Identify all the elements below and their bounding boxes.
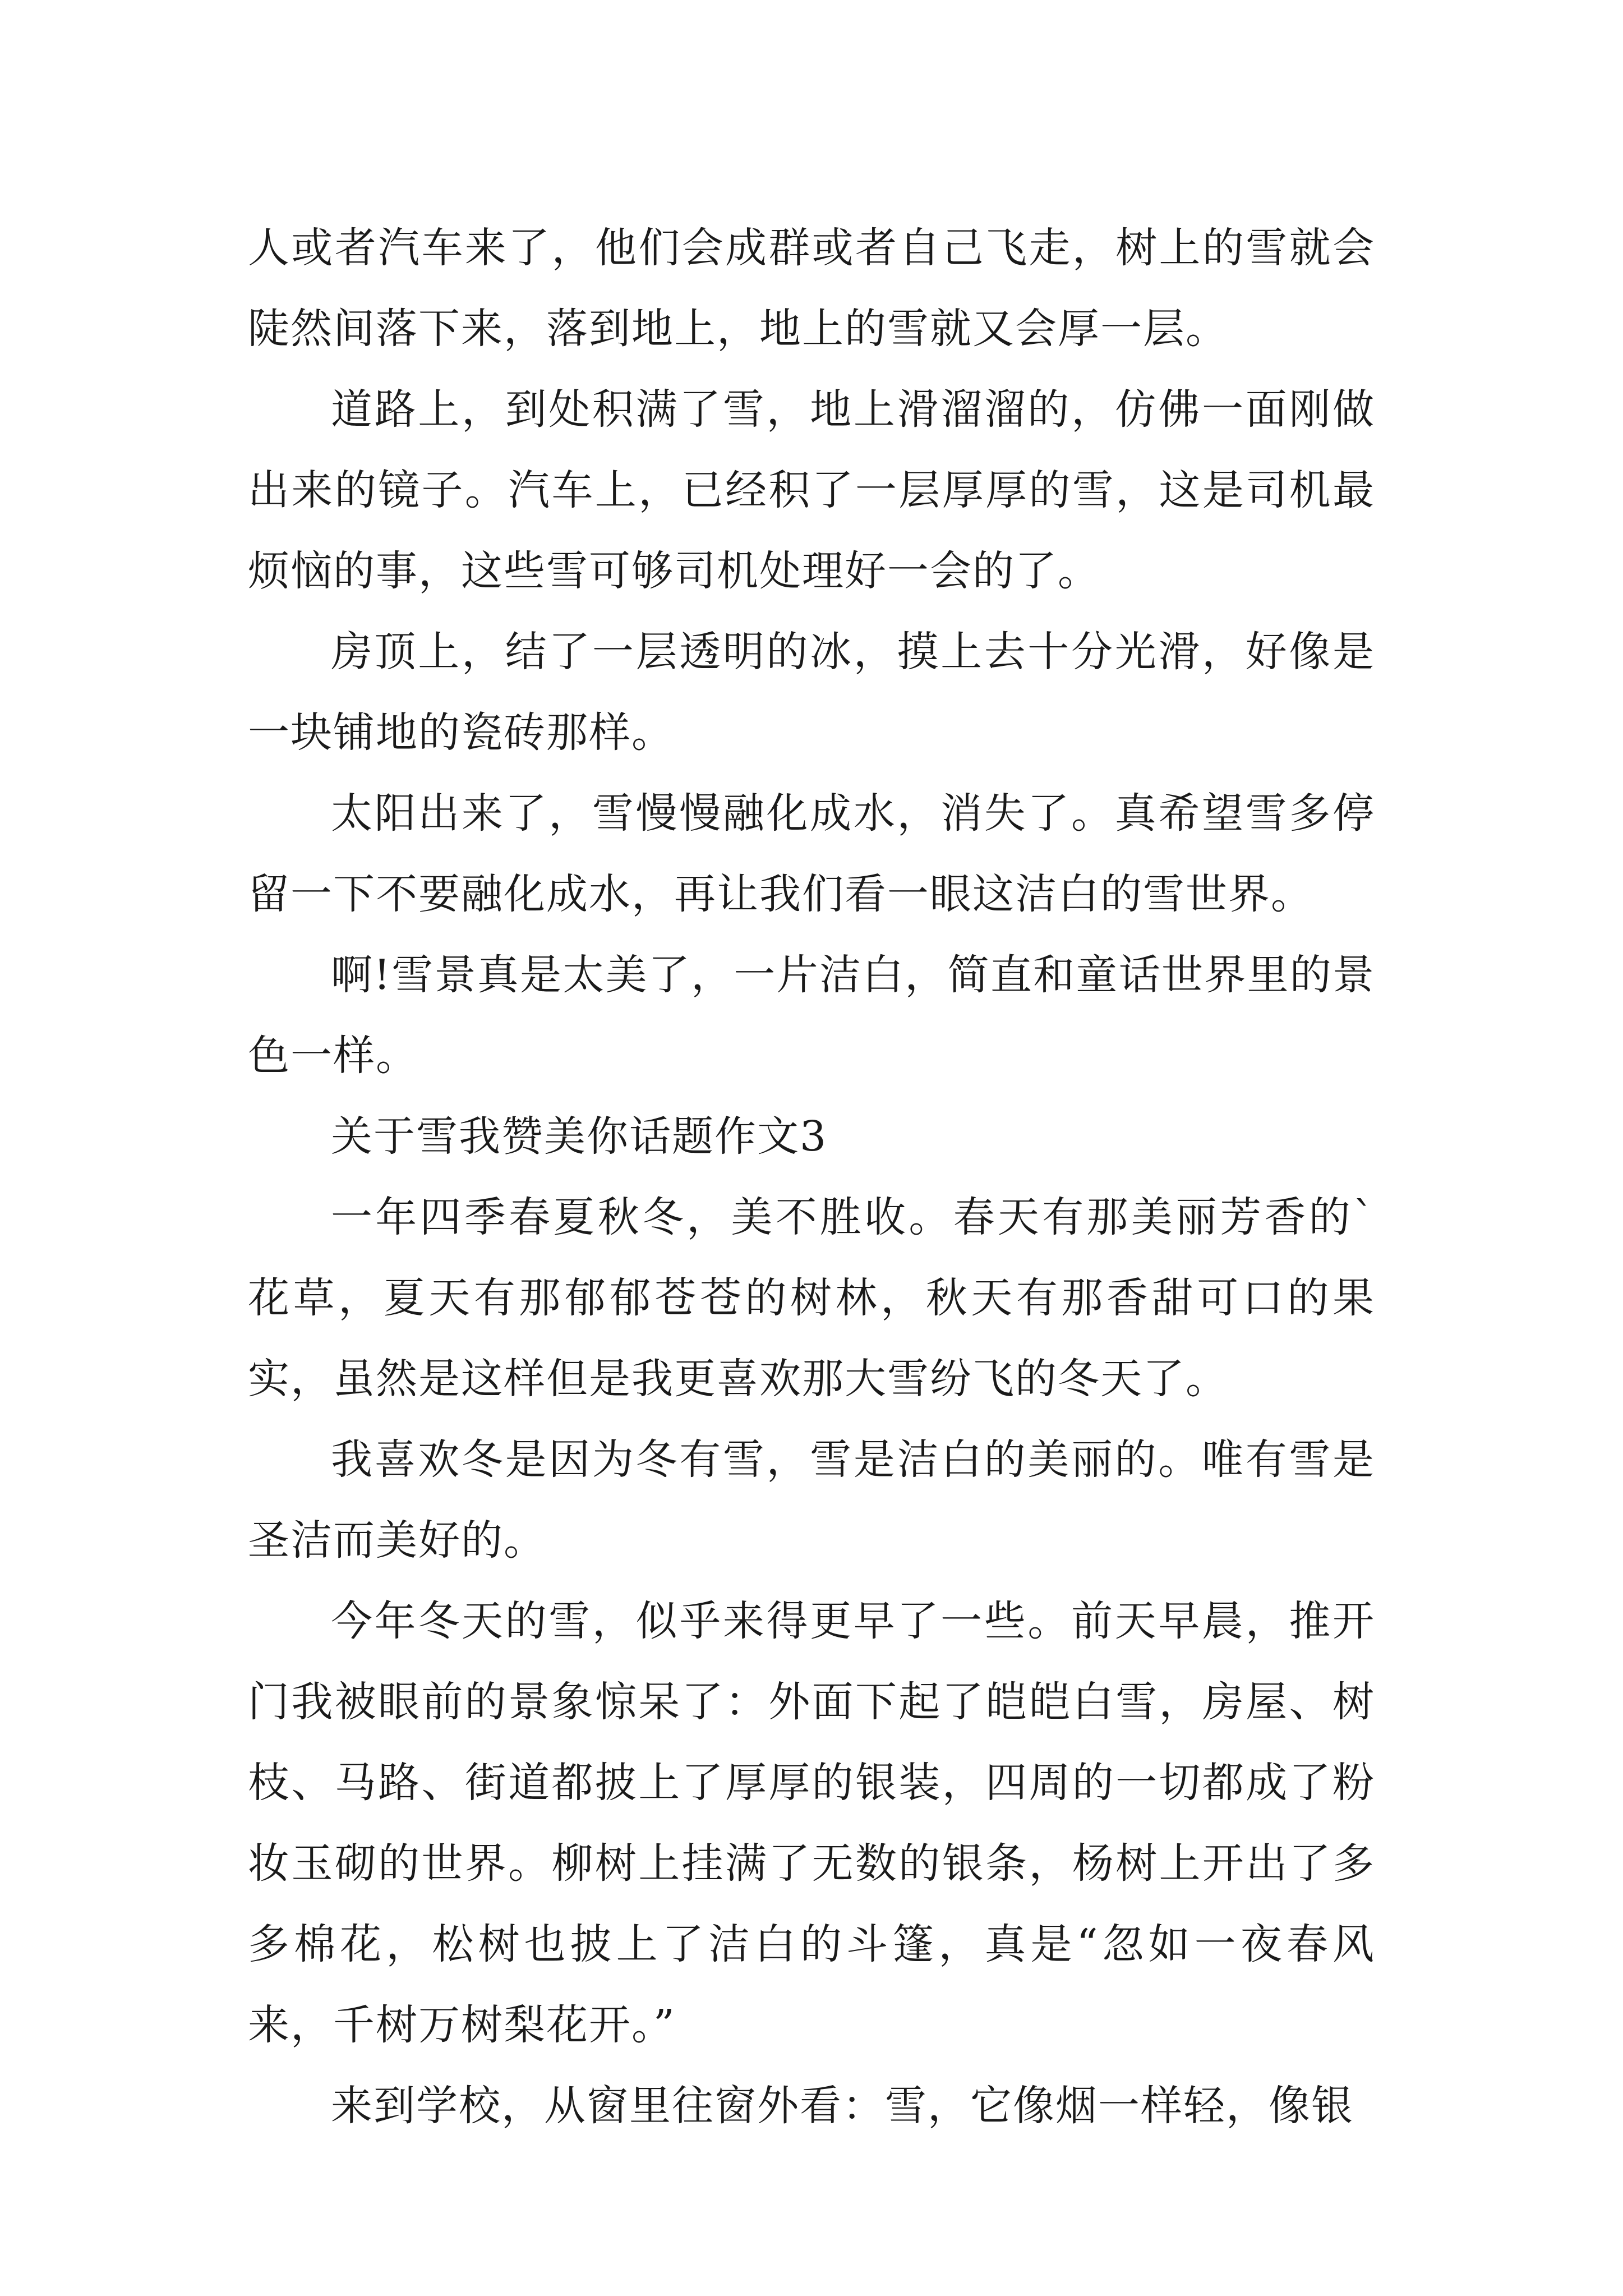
- paragraph-8: 我喜欢冬是因为冬有雪，雪是洁白的美丽的。唯有雪是圣洁而美好的。: [248, 1435, 1375, 1565]
- paragraph-2: 道路上，到处积满了雪，地上滑溜溜的，仿佛一面刚做出来的镜子。汽车上，已经积了一层厚厚的雪，这是司机最烦恼的事，这些雪可够司机处理好一会的了。: [248, 385, 1375, 595]
- paragraph-5: 啊!雪景真是太美了，一片洁白，简直和童话世界里的景色一样。: [248, 951, 1375, 1080]
- paragraph-1: 人或者汽车来了，他们会成群或者自己飞走，树上的雪就会陡然间落下来，落到地上，地上的雪就又会厚一层。: [248, 224, 1375, 353]
- paragraph-9: 今年冬天的雪，似乎来得更早了一些。前天早晨，推开门我被眼前的景象惊呆了：外面下起了皑皑白雪，房屋、树枝、马路、街道都披上了厚厚的银装，四周的一切都成了粉妆玉砌的世界。柳树上挂满了无数的银条，杨树上开出了多多棉花，松树也披上了洁白的斗篷，真是“忽如一夜春风来，千树万树梨花开。”: [248, 1597, 1375, 2049]
- document-page: [248, 208, 1375, 2146]
- paragraph-7: 一年四季春夏秋冬，美不胜收。春天有那美丽芳香的`花草，夏天有那郁郁苍苍的树林，秋天有那香甜可口的果实，虽然是这样但是我更喜欢那大雪纷飞的冬天了。: [248, 1193, 1375, 1403]
- paragraph-10: 来到学校，从窗里往窗外看：雪，它像烟一样轻，像银: [331, 2082, 1354, 2130]
- paragraph-3: 房顶上，结了一层透明的冰，摸上去十分光滑，好像是一块铺地的瓷砖那样。: [248, 628, 1375, 757]
- paragraph-4: 太阳出来了，雪慢慢融化成水，消失了。真希望雪多停留一下不要融化成水，再让我们看一眼这洁白的雪世界。: [248, 789, 1375, 918]
- section-heading: 关于雪我赞美你话题作文3: [331, 1112, 828, 1161]
